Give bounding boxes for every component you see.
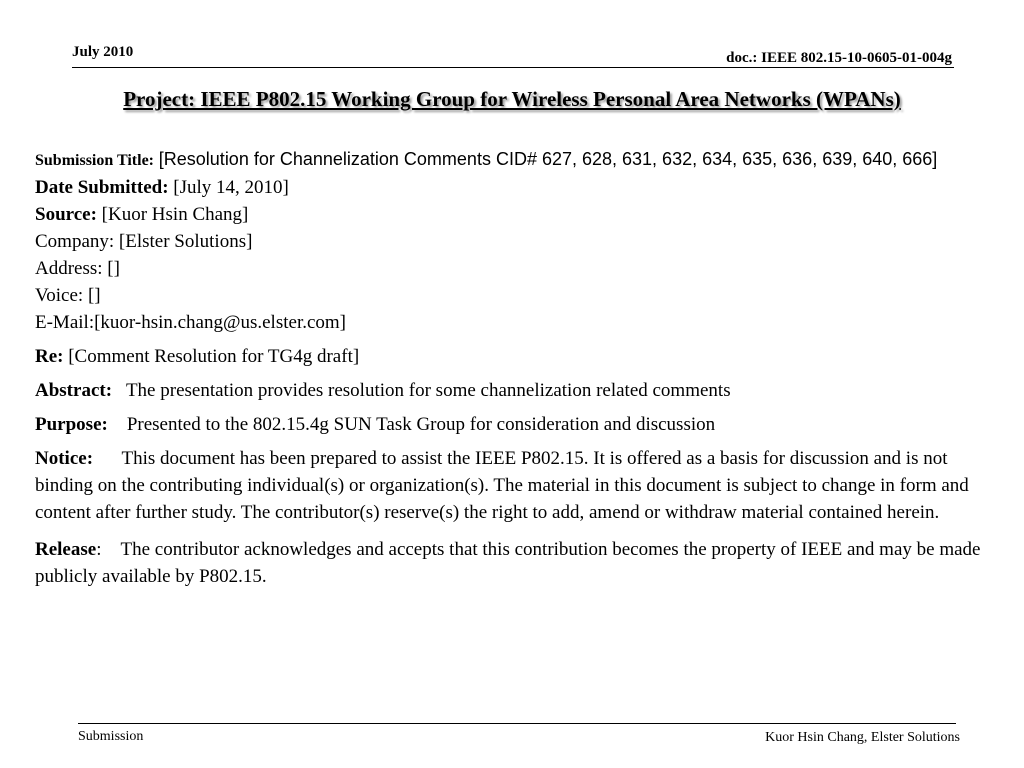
footer-divider [78, 723, 956, 724]
release-value: The contributor acknowledges and accepts that this contribution becomes the property of IEEE and may be made publicly available by P802.15. [35, 539, 981, 587]
abstract-line [35, 377, 987, 404]
footer-submission: Submission [78, 729, 144, 744]
date-submitted-line [35, 174, 987, 201]
re-value: [Comment Resolution for TG4g draft] [68, 346, 360, 367]
purpose-label: Purpose: [35, 414, 108, 435]
header-doc-id: doc.: IEEE 802.15-10-0605-01-004g [726, 50, 952, 66]
address-line: Address: [] [35, 258, 120, 279]
submission-title-open: [ [158, 149, 164, 169]
source-line [35, 201, 987, 228]
release-paragraph [35, 536, 987, 590]
project-title: Project: IEEE P802.15 Working Group for Wireless Personal Area Networks (WPANs) [123, 87, 901, 111]
source-value: [Kuor Hsin Chang] [101, 204, 249, 225]
date-submitted-value: [July 14, 2010] [173, 177, 289, 198]
release-label: Release [35, 539, 97, 560]
submission-title-label: Submission Title: [35, 152, 155, 169]
header-divider [72, 67, 954, 68]
email-line: E-Mail:[kuor-hsin.chang@us.elster.com] [35, 312, 347, 333]
header-date: July 2010 [72, 44, 134, 60]
abstract-value: The presentation provides resolution for some channelization related comments [125, 380, 731, 401]
footer-author: Kuor Hsin Chang, Elster Solutions [765, 730, 960, 745]
notice-value: This document has been prepared to assist the IEEE P802.15. It is offered as a basis for discussion and is not binding on the contributing individual(s) or organization(s). The material in this document is subject to change in form and content after further study. The contributor(s) reserve(s) the right to add, amend or withdraw material contained herein. [35, 448, 969, 523]
re-label: Re: [35, 346, 64, 367]
source-label: Source: [35, 204, 97, 225]
company-line: Company: [Elster Solutions] [35, 231, 253, 252]
submission-title-line [35, 146, 987, 174]
release-colon: : [96, 539, 102, 560]
submission-details [35, 146, 987, 590]
submission-title-text: Resolution for Channelization Comments CID# 627, 628, 631, 632, 634, 635, 636, 639, 640, 666 [163, 149, 933, 169]
notice-paragraph [35, 445, 987, 526]
abstract-label: Abstract: [35, 380, 113, 401]
notice-label: Notice: [35, 448, 94, 469]
purpose-line [35, 411, 987, 438]
purpose-value: Presented to the 802.15.4g SUN Task Group for consideration and discussion [126, 414, 716, 435]
date-submitted-label: Date Submitted: [35, 177, 169, 198]
re-line [35, 343, 987, 370]
voice-line: Voice: [] [35, 285, 101, 306]
submission-title-close: ] [932, 149, 938, 169]
